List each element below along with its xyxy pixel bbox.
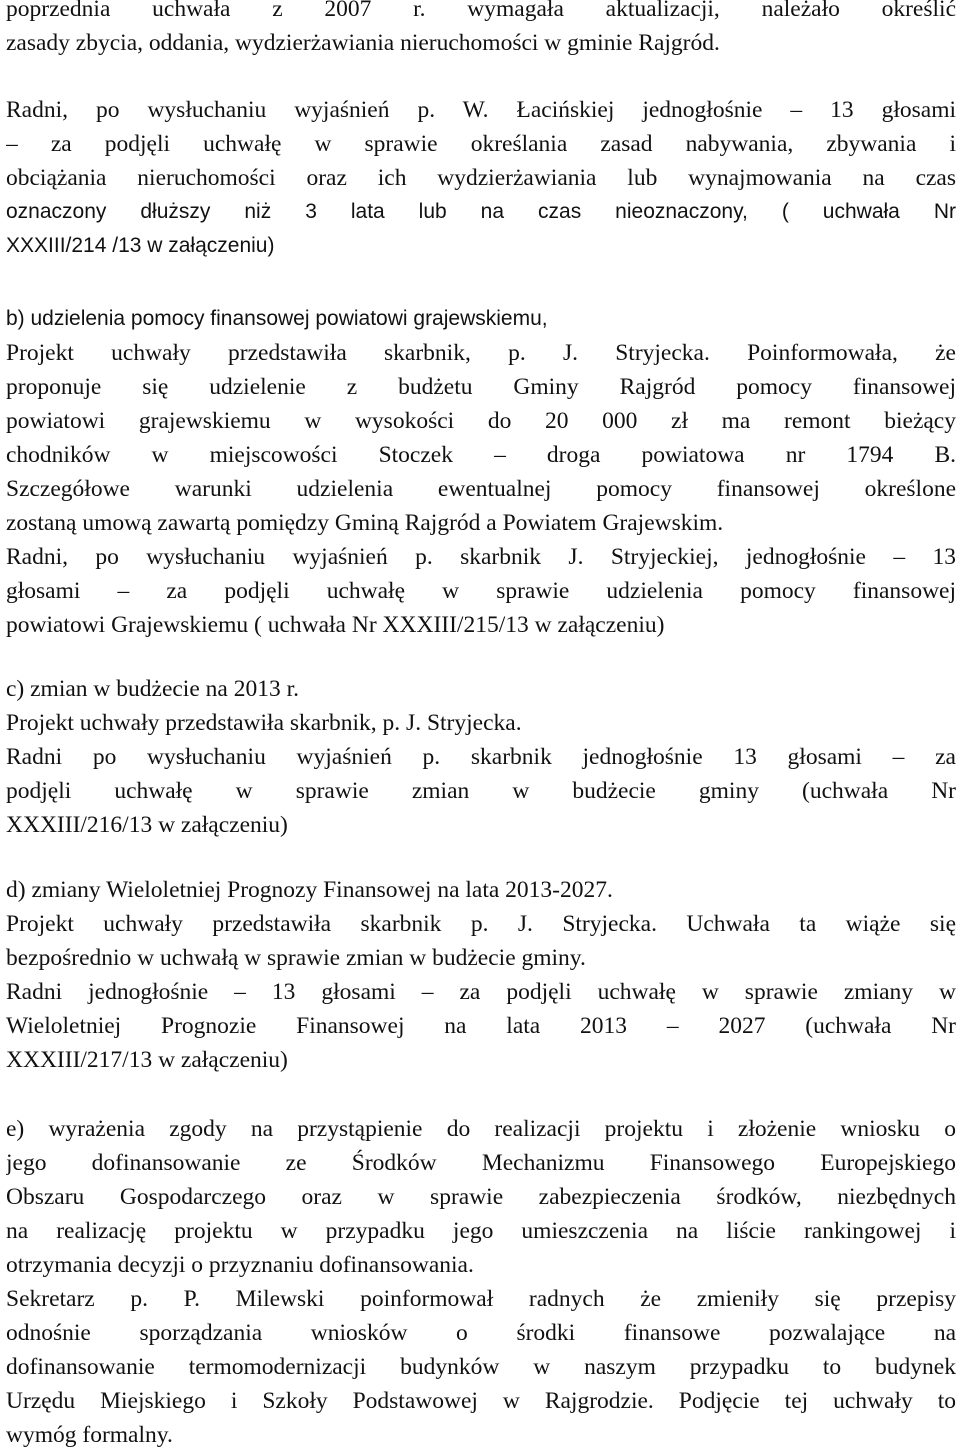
text-line: XXXIII/217/13 w załączeniu) [6, 1047, 288, 1073]
text-line: b) udzielenia pomocy finansowej powiatowi grajewskiemu, [6, 307, 548, 330]
text-line: odnośnie sporządzania wniosków o środki finansowe pozwalające na [6, 1320, 956, 1346]
text-line: wymóg formalny. [6, 1422, 173, 1448]
text-line: d) zmiany Wieloletniej Prognozy Finansowej na lata 2013-2027. [6, 877, 613, 903]
text-line: Urzędu Miejskiego i Szkoły Podstawowej w Rajgrodzie. Podjęcie tej uchwały to [6, 1388, 956, 1414]
paragraph-5 [6, 1112, 956, 1452]
text-line: dofinansowanie termomodernizacji budynków w naszym przypadku to budynek [6, 1354, 956, 1380]
text-line: e) wyrażenia zgody na przystąpienie do realizacji projektu i złożenie wniosku o [6, 1116, 956, 1142]
paragraph-1 [6, 93, 956, 263]
text-line: jego dofinansowanie ze Środków Mechanizmu Finansowego Europejskiego [6, 1150, 956, 1176]
text-line: Projekt uchwały przedstawiła skarbnik, p. J. Stryjecka. [6, 710, 522, 736]
text-line: Radni jednogłośnie – 13 głosami – za podjęli uchwałę w sprawie zmiany w [6, 979, 956, 1005]
text-line: zostaną umową zawartą pomiędzy Gminą Rajgród a Powiatem Grajewskim. [6, 510, 724, 536]
text-line: głosami – za podjęli uchwałę w sprawie udzielenia pomocy finansowej [6, 578, 956, 604]
text-line: zasady zbycia, oddania, wydzierżawiania nieruchomości w gminie Rajgród. [6, 30, 720, 56]
text-line: Radni po wysłuchaniu wyjaśnień p. skarbnik jednogłośnie 13 głosami – za [6, 744, 956, 770]
text-line: Obszaru Gospodarczego oraz w sprawie zabezpieczenia środków, niezbędnych [6, 1184, 956, 1210]
text-line: – za podjęli uchwałę w sprawie określania zasad nabywania, zbywania i [6, 131, 956, 157]
paragraph-4 [6, 873, 956, 1077]
text-line: Projekt uchwały przedstawiła skarbnik p. J. Stryjecka. Uchwała ta wiąże się [6, 911, 956, 937]
text-line: Projekt uchwały przedstawiła skarbnik, p. J. Stryjecka. Poinformowała, że [6, 340, 956, 366]
text-line: Wieloletniej Prognozie Finansowej na lata 2013 – 2027 (uchwała Nr [6, 1013, 956, 1039]
text-line: podjęli uchwałę w sprawie zmian w budżecie gminy (uchwała Nr [6, 778, 956, 804]
text-line: Radni, po wysłuchaniu wyjaśnień p. skarbnik J. Stryjeckiej, jednogłośnie – 13 [6, 544, 956, 570]
text-line: chodników w miejscowości Stoczek – droga powiatowa nr 1794 B. [6, 442, 956, 468]
text-line: proponuje się udzielenie z budżetu Gminy Rajgród pomocy finansowej [6, 374, 956, 400]
text-line: powiatowi grajewskiemu w wysokości do 20 000 zł ma remont bieżący [6, 408, 956, 434]
text-line: powiatowi Grajewskiemu ( uchwała Nr XXXIII/215/13 w załączeniu) [6, 612, 665, 638]
paragraph-0 [6, 0, 956, 60]
text-line: na realizację projektu w przypadku jego umieszczenia na liście rankingowej i [6, 1218, 956, 1244]
text-line: XXXIII/214 /13 w załączeniu) [6, 234, 275, 257]
text-line: otrzymania decyzji o przyznaniu dofinansowania. [6, 1252, 474, 1278]
text-line: Szczegółowe warunki udzielenia ewentualnej pomocy finansowej określone [6, 476, 956, 502]
text-line: Sekretarz p. P. Milewski poinformował radnych że zmieniły się przepisy [6, 1286, 956, 1312]
paragraph-2 [6, 302, 956, 642]
text-line: obciążania nieruchomości oraz ich wydzierżawiania lub wynajmowania na czas [6, 165, 956, 191]
text-line: poprzednia uchwała z 2007 r. wymagała aktualizacji, należało określić [6, 0, 956, 22]
text-line: c) zmian w budżecie na 2013 r. [6, 676, 299, 702]
text-line: bezpośrednio w uchwałą w sprawie zmian w budżecie gminy. [6, 945, 586, 971]
text-line: Radni, po wysłuchaniu wyjaśnień p. W. Łacińskiej jednogłośnie – 13 głosami [6, 97, 956, 123]
paragraph-3 [6, 672, 956, 842]
text-line: oznaczony dłuższy niż 3 lata lub na czas nieoznaczony, ( uchwała Nr [6, 200, 956, 223]
text-line: XXXIII/216/13 w załączeniu) [6, 812, 288, 838]
